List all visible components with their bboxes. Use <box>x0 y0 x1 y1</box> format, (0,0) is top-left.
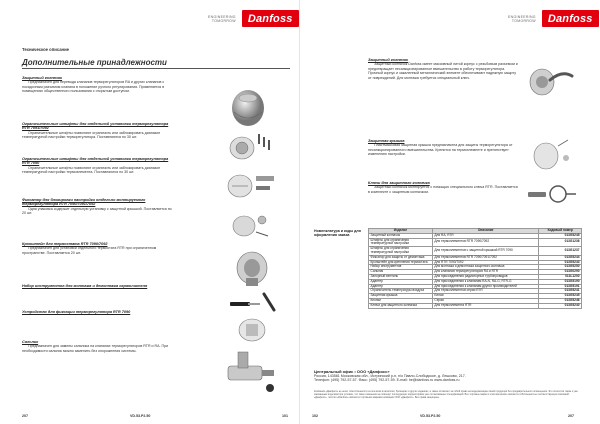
order-table-wrap <box>368 228 582 309</box>
block-lock-fixer: Фиксатор для блокировки настройки отдельно монтируемого терморегулятора RTR 7090/7091/7092 Одна упаковка содержит отдельную установку с защитной крышкой. Поставляется по 20 шт. <box>22 198 172 216</box>
contact-phone: Телефон: (495) 792-57-57. Факс: (495) 792-57-59. E-mail: he@danfoss.ru www.danfoss.ru <box>314 378 460 383</box>
tool-set-image <box>228 292 278 316</box>
block-limit-pins-7091: Ограничительные штифты для отдельной установки терморегулятора RTR 7091/7092 Ограничительные штифты позволяют ограничить или заблокировать диапазон температурной настройки терморегулятора. Поставляются по 30 шт. <box>22 122 169 140</box>
cell-code: 013G5241 <box>539 289 582 294</box>
cell-code: 013G1237 <box>539 247 582 256</box>
cell-description: Для монтажа и демонтажа защитного колпачка <box>432 265 539 270</box>
table-row <box>369 303 582 308</box>
logo-tagline: ENGINEERING TOMORROW <box>208 14 236 23</box>
logo-tagline: ENGINEERING TOMORROW <box>508 14 536 23</box>
gland-image <box>222 346 280 396</box>
footer-right-page-number-right: 207 <box>568 414 574 418</box>
cell-code: 013G0290 <box>539 270 582 275</box>
footer-right-doc-code: VD.53.P2.50 <box>420 414 441 418</box>
cell-description: Для термоэлемента RTR <box>432 303 539 308</box>
fixing-device-image <box>232 316 272 344</box>
footer-left-doc-code: VD.53.P2.50 <box>130 414 151 418</box>
contact-info <box>314 369 582 383</box>
block-bracket: Кронштейн для термостата RTR 7090/7092 Предназначен для установки отдельного термостата RTR при ограниченном пространстве. Поставляется 20 шт. <box>22 242 157 255</box>
cap-keys-image <box>526 180 578 208</box>
metal-cap-tool-image <box>526 62 576 102</box>
cell-description: Для RTR 7090/7092 <box>432 260 539 265</box>
table-row <box>369 247 582 256</box>
cell-code: 013G5244 <box>539 255 582 260</box>
cell-description: Для термоэлементов RTR 7090/7092 <box>432 238 539 247</box>
block-fixing-device: Устройство для фиксации терморегулятора RTR 7090 <box>22 310 131 314</box>
block-tool-set: Набор инструментов для монтажа и демонтажа ограничителя <box>22 284 148 288</box>
cell-code: 013G5246 <box>539 298 582 303</box>
cell-description: Для RA, RTR <box>432 233 539 238</box>
block-limit-pins-7090: Ограничительные штифты для отдельной установки терморегулятора RTR 7090 Ограничительные штифты позволяют ограничить или заблокировать диапазон температурной настройки термоэлемента. Поставляются по 30 шт. <box>22 157 169 175</box>
cell-description: Для термоэлементов RTR 7090/7091/7092 <box>432 255 539 260</box>
cell-product: Набор инструментов <box>369 265 433 270</box>
cell-product: Кронштейн для крепления термостата <box>369 260 433 265</box>
cell-product: Штифты для ограничения температурной настройки <box>369 247 433 256</box>
cell-code: 013G5243 <box>539 260 582 265</box>
cell-product: Защитный колпачок <box>369 233 433 238</box>
cell-product: Защитная крышка <box>369 294 433 299</box>
cell-description: Для присоединения радиаторных трубопроводов <box>432 274 539 279</box>
limit-pins-7090-image <box>222 168 278 204</box>
cell-code: 013G5245 <box>539 294 582 299</box>
bracket-image <box>232 248 272 288</box>
cell-description: Для присоединения к клапанам RA-N, RA-G, RTR-G <box>432 279 539 284</box>
col-product: Изделие <box>369 229 433 234</box>
block-protective-cap: Защитный колпачок Предназначен для перевода клапанов терморегуляторов RA и других клапанов с посадочным разъемом клапана в положение ручного регулирования. Применяется в помещениях общественного пользования с открытым доступом. <box>22 76 165 94</box>
cell-code: 013G5240 <box>539 303 582 308</box>
section-label: Техническое описание <box>22 47 69 52</box>
cell-product: Адаптер <box>369 284 433 289</box>
brand-mark: Danfoss <box>242 10 299 27</box>
block-protective-cover: Защитная крышка Пластмассовая защитная крышка предназначена для защиты терморегулятора от несанкционированного вмешательства. Крепится на термоэлементе и препятствует изменению настройки. <box>368 139 513 157</box>
cell-description: Для термоэлементов серии RTR <box>432 289 539 294</box>
danfoss-logo-left <box>208 10 299 27</box>
cell-code: 013G5250 <box>539 265 582 270</box>
cell-product: Ограничитель температуры воздуха <box>369 289 433 294</box>
cell-description: Белая <box>432 294 539 299</box>
protective-cover-image <box>528 134 574 174</box>
cell-product: Адаптер <box>369 279 433 284</box>
page-title: Дополнительные принадлежности <box>22 58 290 69</box>
cell-product: Запорный вентиль <box>369 274 433 279</box>
brand-mark: Danfoss <box>542 10 599 27</box>
footer-right-page-number: 102 <box>312 414 318 418</box>
right-page <box>300 0 600 424</box>
cell-description: Для клапанов терморегуляторов RA и RTR <box>432 270 539 275</box>
cell-product: Кнопки <box>369 298 433 303</box>
protective-cap-image <box>226 86 270 130</box>
block-gland: Сальник Предназначен для замены сальника на клапанах терморегуляторов RTR и RA. При необходимости сальник можно заменить без опорожнения системы. <box>22 340 169 353</box>
footer-left-page-number-right: 101 <box>282 414 288 418</box>
footer-left-page-number: 207 <box>22 414 28 418</box>
contact-company: Центральный офис • ООО «Данфосс» <box>314 369 390 374</box>
cell-code: 013G5190 <box>539 279 582 284</box>
cell-product: Фиксатор для защиты от демонтажа <box>369 255 433 260</box>
cell-code: 013L1200 <box>539 274 582 279</box>
danfoss-logo-right <box>508 10 599 27</box>
order-code-table <box>368 228 582 309</box>
cell-description: Для термоэлементов с защитной крышкой RTR 7090 <box>432 247 539 256</box>
cell-code: 013G5245 <box>539 233 582 238</box>
cell-description: Для присоединения к клапанам других производителей <box>432 284 539 289</box>
col-description: Описание <box>432 229 539 234</box>
block-protective-cap-metal: Защитный колпачок Защитный колпачок Danfoss имеет массивный литой корпус с резьбовым разъемом и предотвращает несанкционированное вмешательство в работу терморегулятора. Прочный корпус и закаленный металлический элемент обеспечивают надежную защиту от повреждений. Для монтажа требуется специальный ключ. <box>368 58 518 80</box>
col-code: Кодовый номер <box>539 229 582 234</box>
limit-pins-image <box>222 128 276 164</box>
cell-product: Сальник <box>369 270 433 275</box>
block-cap-keys: Ключи для защитного колпачка Защитный колпачок монтируется с помощью специального ключа RTR. Поставляется в комплекте с защитным колпачком. <box>368 181 518 194</box>
lock-fixer-image <box>228 210 274 242</box>
cell-product: Ключи для защитного колпачка <box>369 303 433 308</box>
legal-disclaimer: Компания «Данфосс» не несет ответственности за опечатки в каталогах, брошюрах и других изданиях, а также оставляет за собой право на модернизацию своей продукции без предварительного оповещения. Это относится также к уже заказанным изделиям при условии, что такие изменения не повлекут последующих корректировок уже согласованных спецификаций. Все торговые марки в этом материале являются собственностью соответствующих компаний. «Данфосс», логотип «Danfoss» являются торговыми марками компании ООО «Данфосс». Все права защищены. <box>314 390 578 399</box>
cell-code: 013G5191 <box>539 284 582 289</box>
cell-description: Серая <box>432 298 539 303</box>
order-table-label: Номенклатура и коды для оформления заказа <box>314 229 361 238</box>
cell-code: 013G1236 <box>539 238 582 247</box>
contact-address: Россия, 143581 Московская обл., Истринский р-н, п/о Павло-Слободское, д. Лешково, 217. <box>314 374 466 378</box>
cell-product: Штифты для ограничения температурной настройки <box>369 238 433 247</box>
